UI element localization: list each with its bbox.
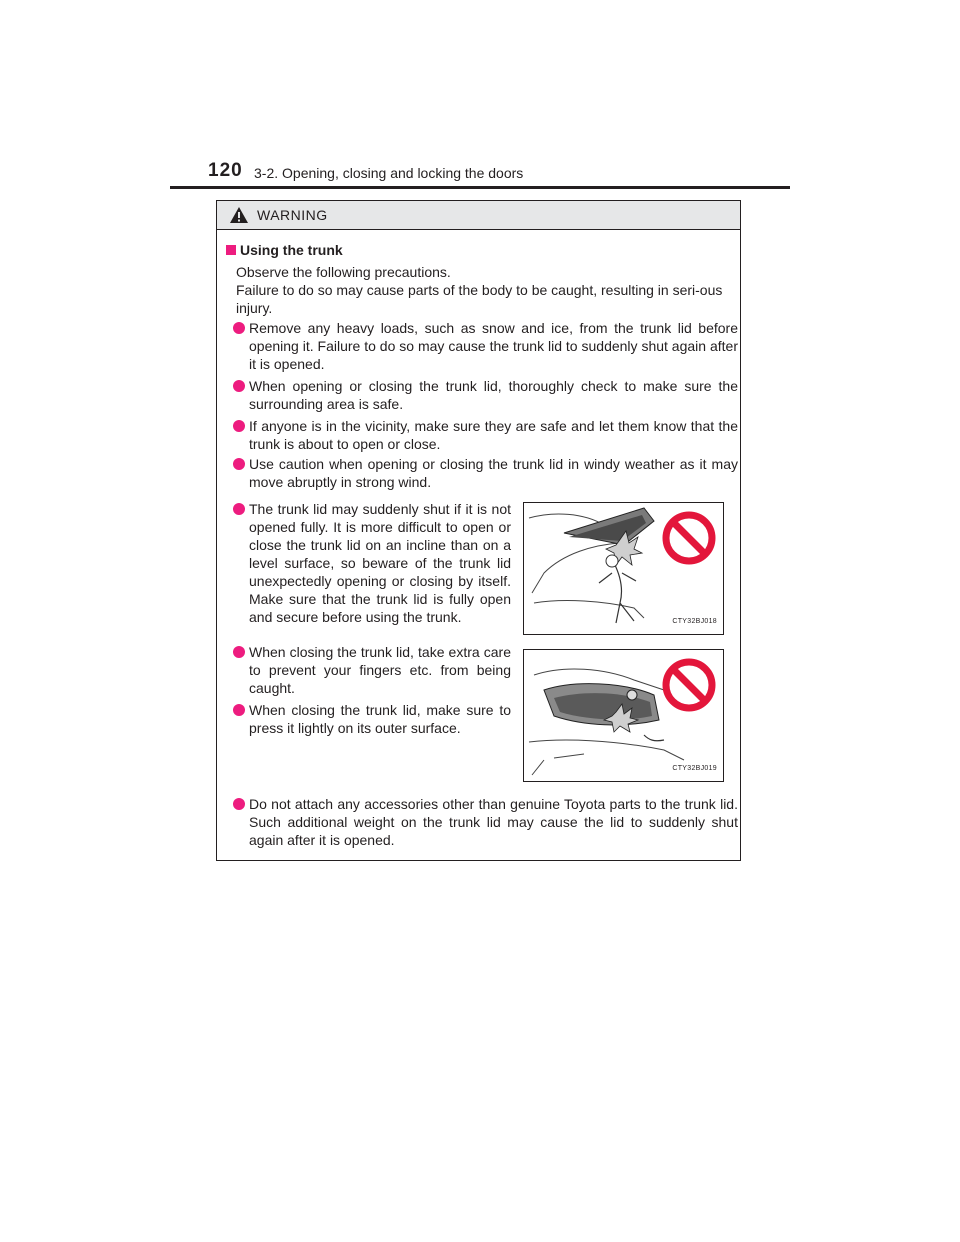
list-item-text: If anyone is in the vicinity, make sure they are safe and let them know that the trunk is about to open or close. [249, 418, 738, 452]
list-item [233, 417, 738, 453]
subsection-title: Using the trunk [240, 242, 343, 258]
list-item [233, 795, 738, 849]
figure-code: CTY32BJ019 [672, 765, 717, 772]
list-item [233, 643, 511, 697]
bullet-icon [233, 420, 245, 432]
intro-text: Observe the following precautions. Failure to do so may cause parts of the body to be caught, resulting in seri-ous injury. [236, 264, 723, 316]
list-item [233, 701, 511, 737]
list-item-text: Remove any heavy loads, such as snow and ice, from the trunk lid before opening it. Failure to do so may cause the trunk lid to suddenly shut again after it is opened. [249, 320, 738, 372]
page-number: 120 [208, 160, 243, 181]
list-item [233, 319, 738, 373]
bullet-icon [233, 704, 245, 716]
section-title: 3-2. Opening, closing and locking the doors [254, 165, 524, 181]
bullet-icon [233, 798, 245, 810]
warning-header [217, 201, 740, 230]
figure-trunk-closing [523, 649, 724, 782]
list-item-text: When closing the trunk lid, take extra care to prevent your fingers etc. from being caught. [249, 644, 511, 696]
list-item-text: The trunk lid may suddenly shut if it is not opened fully. It is more difficult to open or close the trunk lid on an incline than on a level surface, so beware of the trunk lid unexpectedly opening or closing by itself. Make sure that the trunk lid is fully open and secure before using the trunk. [249, 501, 511, 625]
list-item-text: When closing the trunk lid, make sure to press it lightly on its outer surface. [249, 702, 511, 736]
warning-triangle-icon [229, 206, 249, 224]
bullet-icon [233, 322, 245, 334]
list-item [233, 455, 738, 491]
figure-code: CTY32BJ018 [672, 618, 717, 625]
list-item-text: Do not attach any accessories other than genuine Toyota parts to the trunk lid. Such additional weight on the trunk lid may cause the lid to suddenly shut again after it is opened. [249, 796, 738, 848]
warning-box [216, 200, 741, 861]
bullet-icon [233, 458, 245, 470]
list-item [233, 377, 738, 413]
warning-title: WARNING [257, 207, 328, 223]
bullet-icon [233, 380, 245, 392]
figure-trunk-open [523, 502, 724, 635]
header-rule [170, 186, 790, 189]
bullet-icon [233, 646, 245, 658]
list-item [233, 500, 511, 626]
list-item-text: Use caution when opening or closing the trunk lid in windy weather as it may move abruptly in strong wind. [249, 456, 738, 490]
list-item-text: When opening or closing the trunk lid, thoroughly check to make sure the surrounding area is safe. [249, 378, 738, 412]
section-square-icon [226, 245, 236, 255]
bullet-icon [233, 503, 245, 515]
warning-content [217, 230, 740, 860]
